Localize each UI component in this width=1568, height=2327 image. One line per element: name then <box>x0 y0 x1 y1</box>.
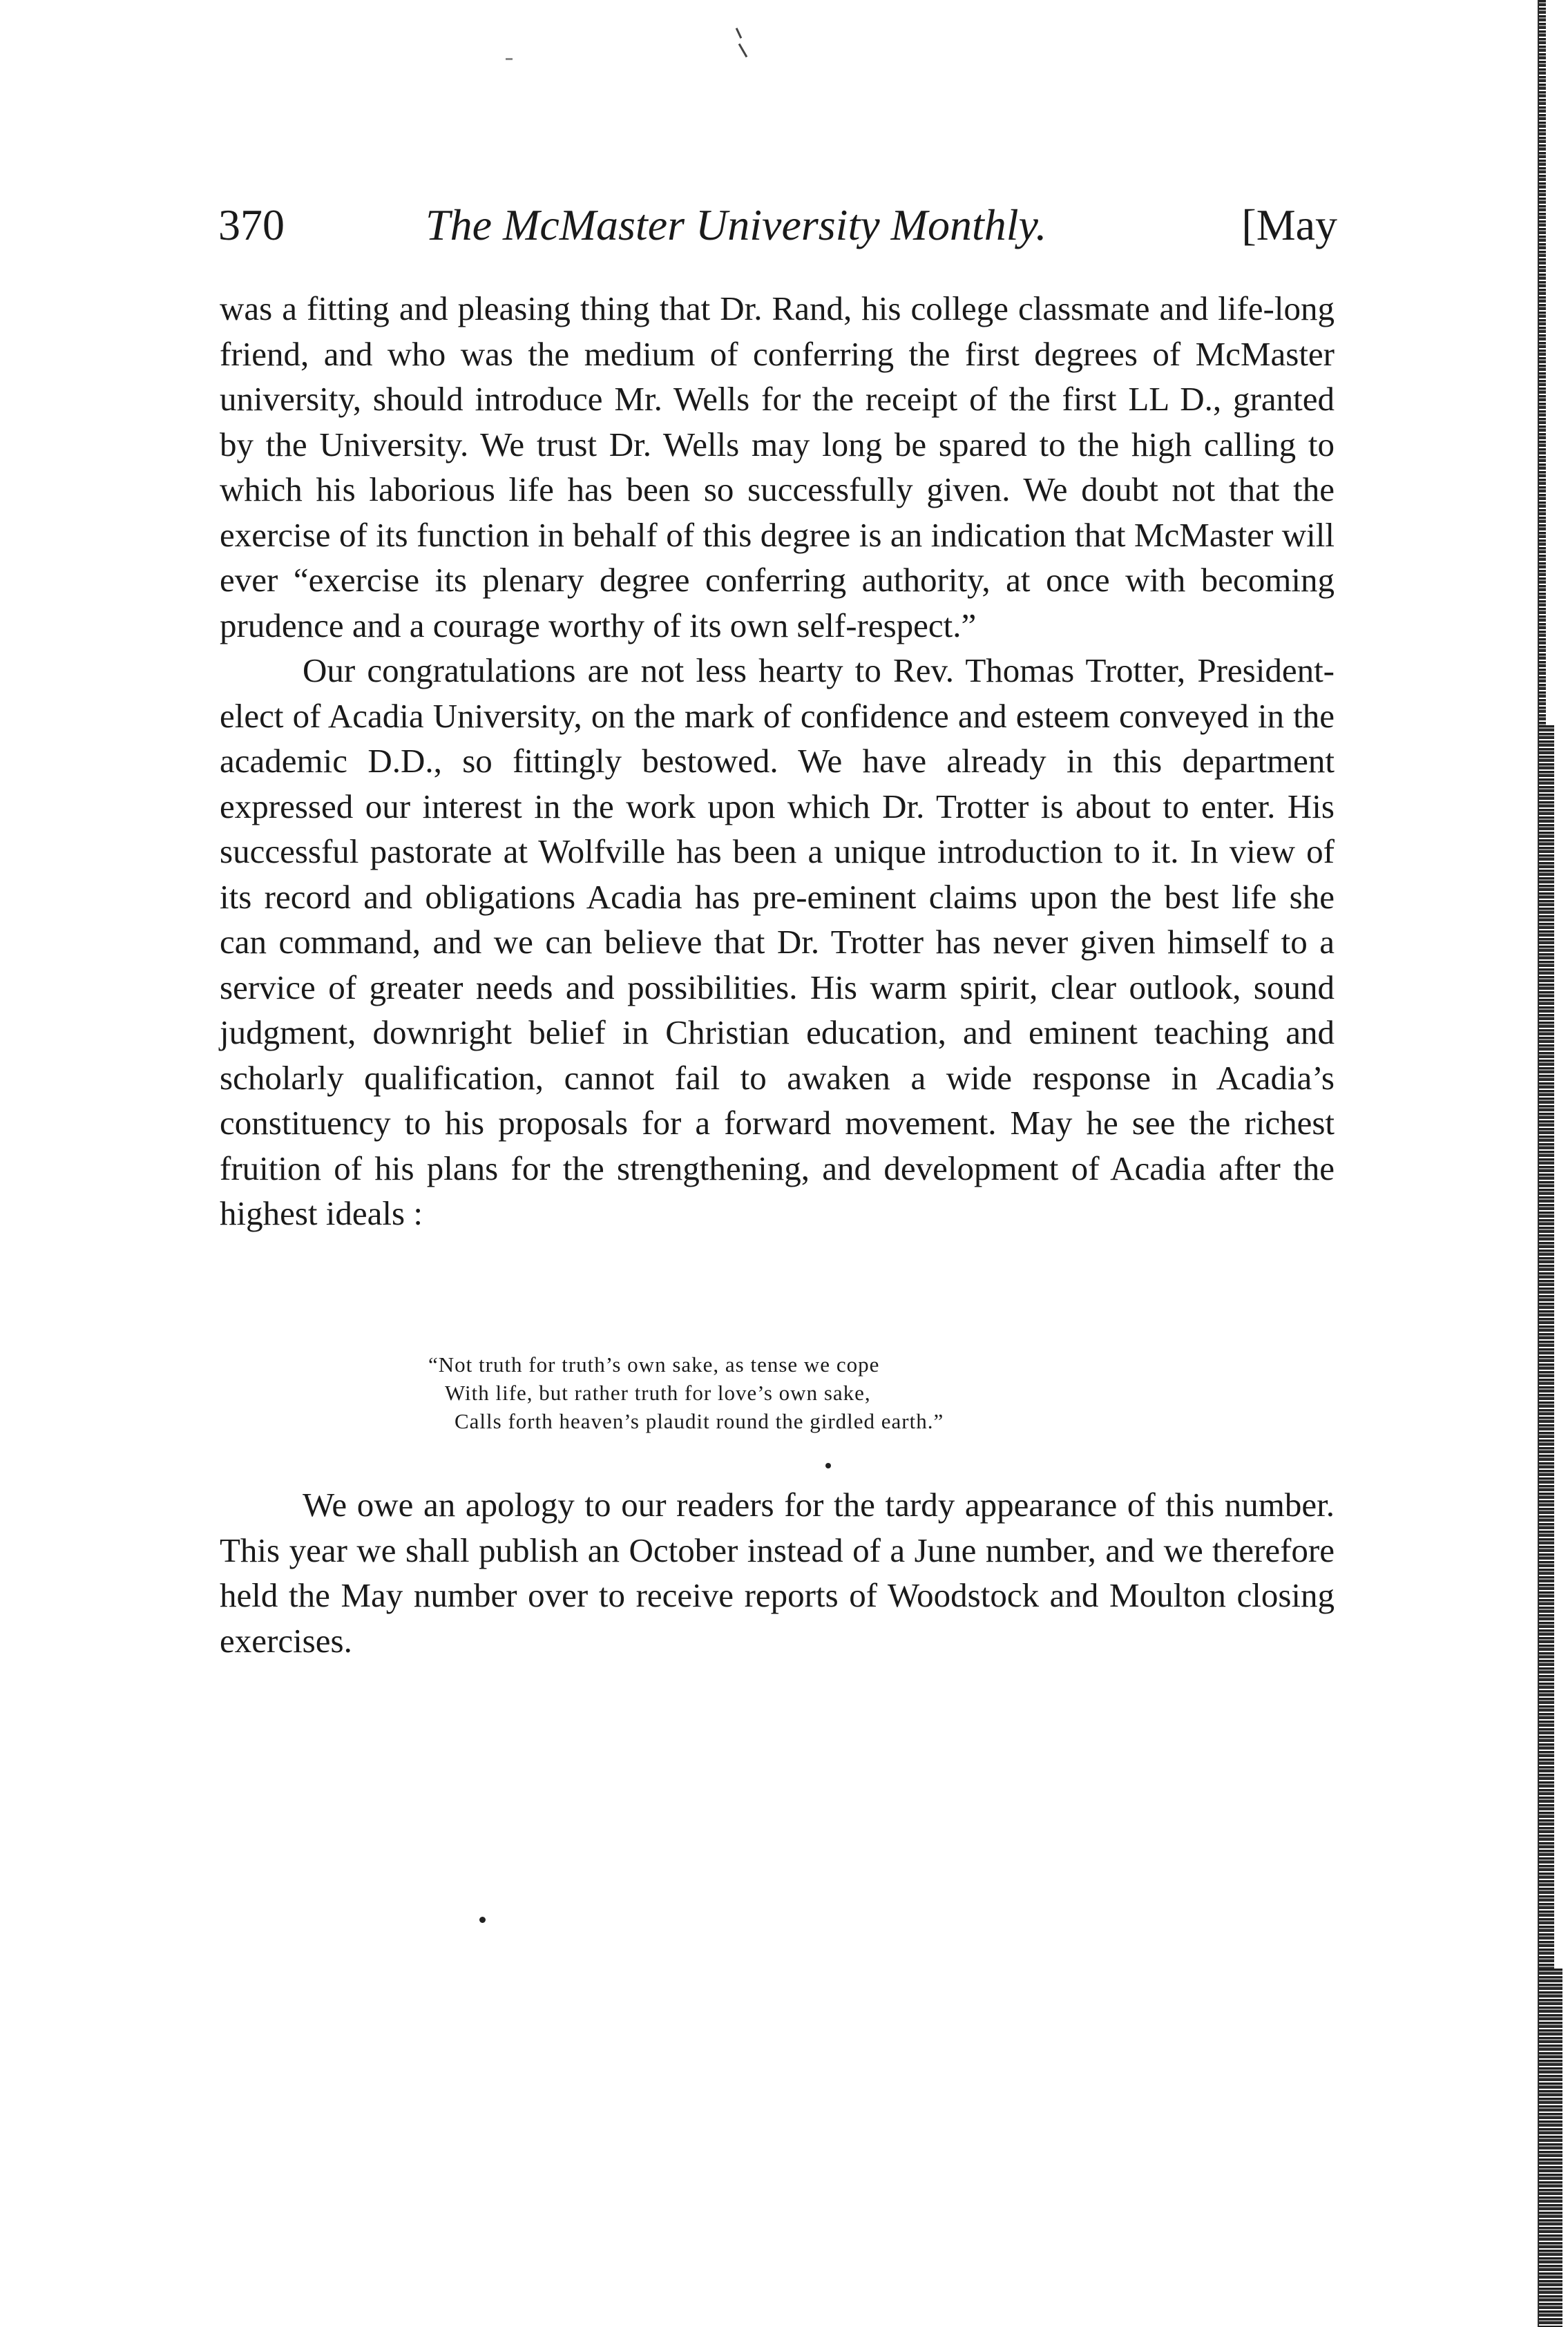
paragraph-trotter-congratulations: Our congratulations are not less hearty to Rev. Thomas Trotter, President-elect of Acadia University, on the mark of confidence and esteem conveyed in the academic D.D., so fittingly bestowed. We have already in this department expressed our interest in the work upon which Dr. Trotter is about to enter. His successful pastorate at Wolfville has been a unique introduction to it. In view of its record and obligations Acadia has pre-eminent claims upon the best life she can command, and we can believe that Dr. Trotter has never given himself to a service of greater needs and possibilities. His warm spirit, clear outlook, sound judgment, downright belief in Christian education, and eminent teaching and scholarly qualification, cannot fail to awaken a wide response in Acadia’s constituency to his proposals for a forward movement. May he see the richest fruition of his plans for the strengthening, and development of Acadia after the highest ideals : <box>220 651 1335 1232</box>
scan-artifact <box>738 44 748 58</box>
poem-line: Calls forth heaven’s plaudit round the girdled earth.” <box>455 1409 944 1433</box>
article-body <box>220 286 1335 1236</box>
issue-month: [May <box>1241 200 1337 249</box>
poem-line: “Not truth for truth’s own sake, as tense we cope <box>428 1352 880 1377</box>
page-binding-edge <box>1532 0 1568 2327</box>
poem-line: With life, but rather truth for love’s own sake, <box>445 1381 871 1405</box>
binding-shadow <box>1539 0 1546 725</box>
journal-title: The McMaster University Monthly. <box>426 200 1047 249</box>
stray-ink-dot <box>479 1917 486 1923</box>
scan-artifact <box>506 58 513 60</box>
running-head <box>218 191 1337 260</box>
paragraph-apology-notice: We owe an apology to our readers for the tardy appearance of this number. This year we shall publish an October instead of a June number, and we therefore held the May number over to receive reports of Woodstock and Moulton closing exercises. <box>220 1486 1335 1660</box>
poem-quotation <box>428 1350 1188 1435</box>
paragraph-wells-degree: was a fitting and pleasing thing that Dr. Rand, his college classmate and life-long friend, and who was the medium of conferring the first degrees of McMaster university, should introduce Mr. Wells for the receipt of the first LL D., granted by the University. We trust Dr. Wells may long be spared to the high calling to which his laborious life has been so successfully given. We doubt not that the exercise of its function in behalf of this degree is an indication that McMaster will ever “exercise its plenary degree conferring authority, at once with becoming prudence and a courage worthy of its own self-respect.” <box>220 289 1335 644</box>
section-divider-dot <box>825 1463 831 1468</box>
scan-artifact <box>736 28 742 39</box>
page-number: 370 <box>218 200 285 249</box>
editorial-notice <box>220 1482 1335 1663</box>
binding-shadow <box>1539 1969 1562 2327</box>
